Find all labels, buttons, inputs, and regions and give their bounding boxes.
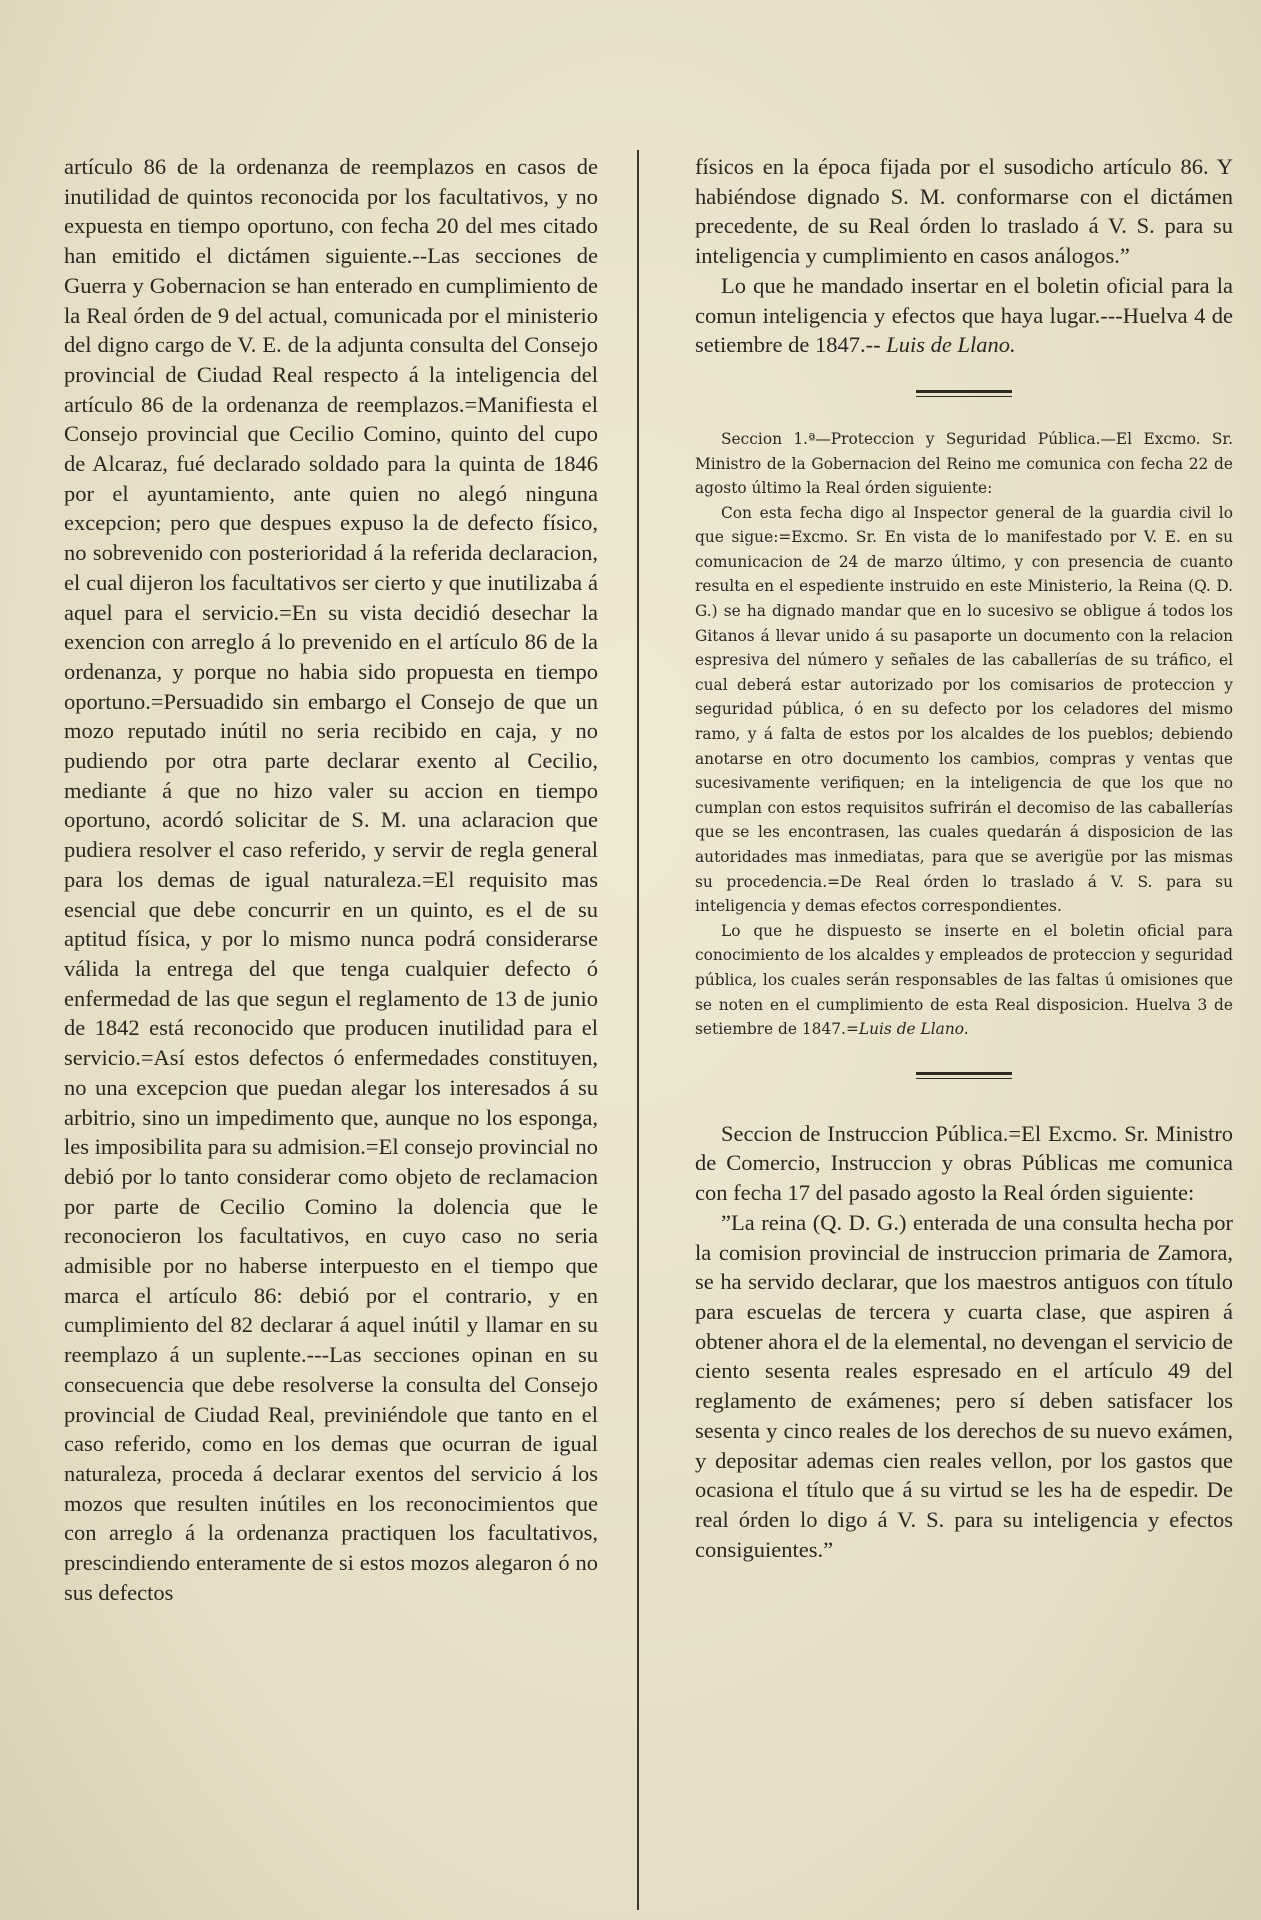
security-section-body: Con esta fecha digo al Inspector general de la guardia civil lo que sigue:=Excmo. Sr. En vista de lo manifestado por V. E. en su comunicacion de 24 de marzo último, y con presencia de cuanto resulta en el espediente instruido en este Ministerio, la Reina (Q. D. G.) se ha dignado mandar que en lo sucesivo se obligue á todos los Gitanos á llevar unido á su pasaporte un documento con la relacion espresiva del número y señales de las caballerías de su tráfico, el cual deberá estar autorizado por los comisarios de proteccion y seguridad pública, ó en su defecto por los celadores del mismo ramo, y á falta de estos por los alcaldes de los pueblos; debiendo anotarse en otro documento los cambios, compras y ventas que sucesivamente verifiquen; en la inteligencia de que los que no cumplan con estos requisitos sufrirán el decomiso de las caballerías que se les encontrasen, las cuales quedarán á disposicion de las autoridades mas inmediatas, para que se averigüe por las mismas su procedencia.=De Real órden lo traslado á V. S. para su inteligencia y demas efectos correspondientes. [695,503,1233,916]
instruction-section-heading: Seccion de Instruccion Pública.=El Excmo. Sr. Ministro de Comercio, Instruccion y obras Públicas me comunica con fecha 17 del pasado agosto la Real órden siguiente: [695,1120,1233,1206]
column-divider [637,150,639,1910]
instruction-section-body: ”La reina (Q. D. G.) enterada de una consulta hecha por la comision provincial de instruccion primaria de Zamora, se ha servido declarar, que los maestros antiguos con título para escuelas de tercera y cuarta clase, que aspiren á obtener ahora el de la elemental, no devengan el servicio de ciento sesenta reales espresado en el artículo 49 del reglamento de exámenes; pero sí deben satisfacer los sesenta y cinco reales de los derechos de su nuevo exámen, y depositar ademas cien reales vellon, por los gastos que ocasiona el título que á su virtud se les ha de espedir. De real órden lo digo á V. S. para su inteligencia y efectos consiguientes.” [695,1209,1233,1562]
security-section-closing [695,919,1233,1042]
continuation-paragraph: físicos en la época fijada por el susodicho artículo 86. Y habiéndose dignado S. M. conformarse con el dictámen precedente, de su Real órden lo traslado á V. S. para su inteligencia y cumplimiento en casos análogos.” [695,154,1233,269]
insert-order-paragraph [695,271,1233,360]
section-separator [916,390,1012,397]
signature: Luis de Llano. [858,1020,969,1039]
security-section-heading: Seccion 1.ª—Proteccion y Seguridad Pública.—El Excmo. Sr. Ministro de la Gobernacion del Reino me comunica con fecha 22 de agosto último la Real órden siguiente: [695,429,1233,498]
signature: Luis de Llano. [886,332,1016,358]
spacer [695,1109,1233,1119]
section-separator [916,1072,1012,1079]
left-column-text: artículo 86 de la ordenanza de reemplazos en casos de inutilidad de quintos reconocida por los facultativos, y no expuesta en tiempo oportuno, con fecha 20 del mes citado han emitido el dictámen siguiente.--Las secciones de Guerra y Gobernacion se han enterado en cumplimiento de la Real órden de 9 del actual, comunicada por el ministerio del digno cargo de V. E. de la adjunta consulta del Consejo provincial de Ciudad Real respecto á la inteligencia del artículo 86 de la ordenanza de reemplazos.=Manifiesta el Consejo provincial que Cecilio Comino, quinto del cupo de Alcaraz, fué declarado soldado para la quinta de 1846 por el ayuntamiento, ante quien no alegó ninguna excepcion; pero que despues expuso la de defecto físico, no sobrevenido con posterioridad á la referida declaracion, el cual dijeron los facultativos ser cierto y que inutilizaba á aquel para el servicio.=En su vista decidió desechar la exencion con arreglo á lo prevenido en el artículo 86 de la ordenanza, y porque no habia sido propuesta en tiempo oportuno.=Persuadido sin embargo el Consejo de que un mozo reputado inútil no seria recibido en caja, y no pudiendo por otra parte declarar exento al Cecilio, mediante á que no hizo valer su accion en tiempo oportuno, acordó solicitar de S. M. una aclaracion que pudiera resolver el caso referido, y servir de regla general para los demas de igual naturaleza.=El requisito mas esencial que debe concurrir en un quinto, es el de su aptitud física, y por lo mismo nunca podrá considerarse válida la entrega del que tenga cualquier defecto ó enfermedad de las que segun el reglamento de 13 de junio de 1842 está reconocido que producen inutilidad para el servicio.=Así estos defectos ó enfermedades constituyen, no una excepcion que puedan alegar los interesados á su arbitrio, sino un impedimento que, aunque no los esponga, les imposibilita para su admision.=El consejo provincial no debió por lo tanto considerar como objeto de reclamacion por parte de Cecilio Comino la dolencia que le reconocieron los facultativos, en cuyo caso no seria admisible por no haberse interpuesto en el tiempo que marca el artículo 86: debió por el contrario, y en cumplimiento del 82 declarar á aquel inútil y llamar en su reemplazo á un suplente.---Las secciones opinan en su consecuencia que debe resolverse la consulta del Consejo provincial de Ciudad Real, previniéndole que tanto en el caso referido, como en los demas que ocurran de igual naturaleza, proceda á declarar exentos del servicio á los mozos que resulten inútiles en los reconocimientos que con arreglo á la ordenanza practiquen los facultativos, prescindiendo enteramente de si estos mozos alegaron ó no sus defectos [64,154,598,1605]
right-column [695,152,1233,1564]
left-column [64,152,598,1607]
insert-order-text: Lo que he mandado insertar en el boletin oficial para la comun inteligencia y efectos que haya lugar.---Huelva 4 de setiembre de 1847.-- [695,272,1233,358]
security-closing-text: Lo que he dispuesto se inserte en el boletin oficial para conocimiento de los alcaldes y empleados de proteccion y seguridad pública, los cuales serán responsables de las faltas ú omisiones que se noten en el cumplimiento de esta Real disposicion. Huelva 3 de setiembre de 1847.= [695,921,1233,1039]
